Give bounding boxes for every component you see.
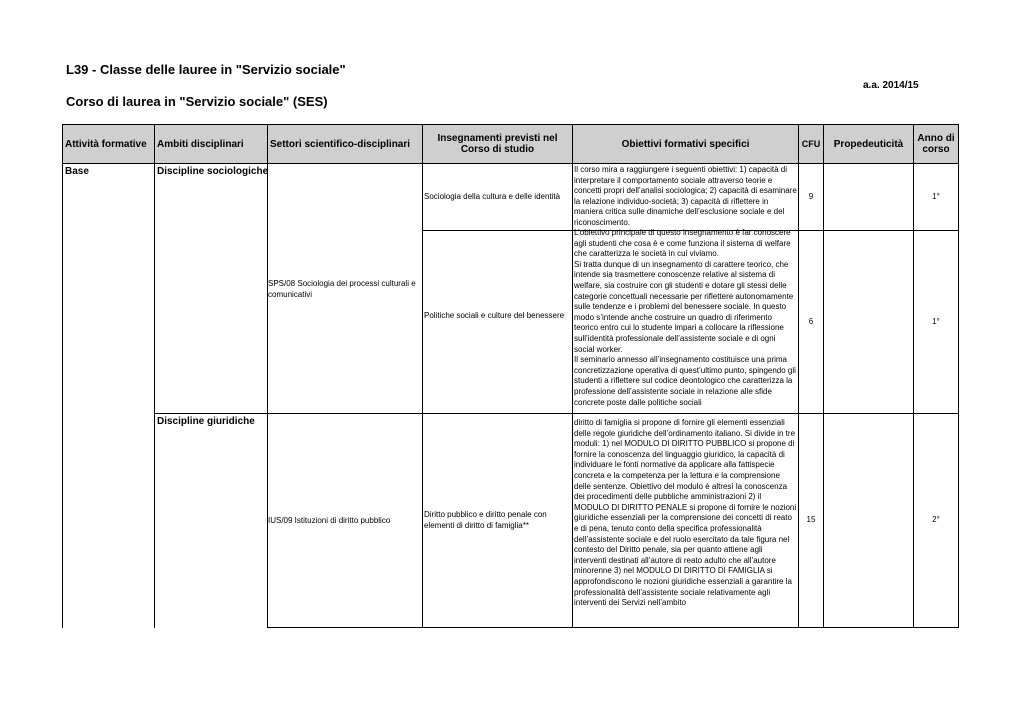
activity-base: Base — [65, 166, 89, 177]
course-objectives: L’obiettivo principale di questo insegnamento è far conoscere agli studenti che cosa è e come funziona il sistema di welfare che caratterizza le società in cui viviamo. Si tratta dunque di un insegnamento di carattere teorico, che intende sia trasmettere conoscenze relative al sistema di welfare, sia costruire con gli studenti e dotare gli stessi delle categorie concettuali necessarie per riflettere autonomamente sulle tendenze e i problemi del benessere sociale. In questo modo s’intende anche costruire un quadro di riferimento teorico entro cui lo studente impari a collocare la riflessione sull’identità professionale dell’assistente sociale e di ogni social worker. Il seminario annesso all’insegnamento costituisce una prima concretizzazione operativa di quest’ultimo punto, spingendo gli studenti a riflettere sul codice deontologico che caratterizza la professione dell’assistente sociale in relazione alle sfide concrete poste dalle politiche sociali — [574, 228, 796, 407]
col-header-prerequisites: Propedeuticità — [823, 124, 914, 164]
class-title: L39 - Classe delle lauree in "Servizio sociale" — [66, 62, 346, 77]
ambito-giuridiche: Discipline giuridiche — [157, 416, 255, 427]
ssd-sps08: SPS/08 Sociologia dei processi culturali e comunicativi — [268, 279, 416, 299]
col-header-courses: Insegnamenti previsti nel Corso di studio — [422, 124, 573, 164]
course-cfu: 6 — [808, 317, 814, 326]
course-title: Corso di laurea in "Servizio sociale" (SES) — [66, 94, 328, 109]
col-header-cfu: CFU — [798, 124, 824, 164]
col-header-objectives: Obiettivi formativi specifici — [572, 124, 799, 164]
col-header-year: Anno di corso — [913, 124, 959, 164]
course-year: 1° — [932, 192, 940, 201]
course-name: Sociologia della cultura e delle identità — [424, 192, 561, 201]
course-name: Diritto pubblico e diritto penale con elementi di diritto di famiglia** — [424, 510, 547, 530]
course-cfu: 9 — [808, 192, 814, 201]
col-header-activity: Attività formative — [62, 124, 155, 164]
ambito-sociologiche: Discipline sociologiche — [157, 166, 269, 177]
course-cfu: 15 — [806, 515, 816, 524]
course-year: 1° — [932, 317, 940, 326]
ssd-ius09: IUS/09 Istituzioni di diritto pubblico — [268, 516, 391, 525]
course-objectives: diritto di famiglia si propone di fornire gli elementi essenziali delle regole giuridiche dell’ordinamento italiano. Si divide in tre moduli: 1) nel MODULO DI DIRITTO PUBBLICO si propone di fornire la conoscenza del linguaggio giuridico, la capacità di individuare le fonti normative da applicare alla fattispecie concreta e la competenza per la lettura e la comprensione delle sentenze. Obiettivo del modulo è altresì la conoscenza dei procedimenti delle pubbliche amministrazioni 2) il MODULO DI DIRITTO PENALE si propone di fornire le nozioni giuridiche essenziali per la comprensione dei concetti di reato e di pena, tenuto conto della specifica professionalità dell’assistente sociale e del ruolo esercitato da tale figura nel contesto del Diritto penale, sia per quanto attiene agli interventi destinati all’autore di reato adulto che all’autore minorenne 3) nel MODULO DI DIRITTO DI FAMIGLIA si approfondiscono le nozioni giuridiche essenziali a garantire la professionalità dell’assistente sociale relativamente agli interventi dei Servizi nell’ambito — [574, 418, 797, 608]
course-objectives: Il corso mira a raggiungere i seguenti obiettivi: 1) capacità di interpretare il comportamento sociale attraverso teorie e concetti propri dell’analisi sociologica; 2) capacità di esaminare la relazione individuo-società; 3) capacità di riflettere in maniera critica sulle dinamiche dell’esclusione sociale e del riconoscimento. — [574, 165, 797, 227]
course-year: 2° — [932, 515, 940, 524]
col-header-ssd: Settori scientifico-disciplinari — [267, 124, 423, 164]
curriculum-table — [62, 124, 959, 628]
col-header-ambito: Ambiti disciplinari — [154, 124, 268, 164]
academic-year: a.a. 2014/15 — [863, 80, 919, 91]
course-name: Politiche sociali e culture del benessere — [424, 311, 565, 320]
